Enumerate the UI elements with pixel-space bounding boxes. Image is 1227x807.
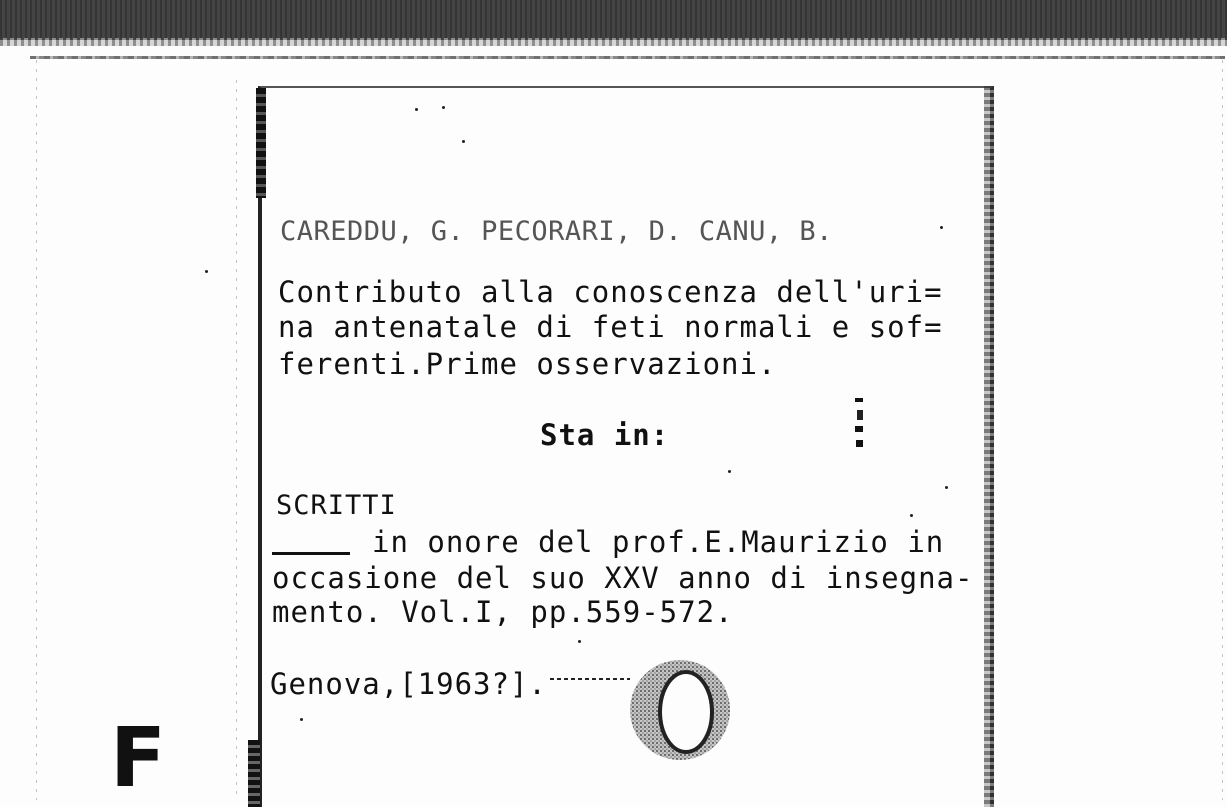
scan-speck <box>415 108 418 111</box>
collection-title-dash <box>272 552 350 555</box>
card-title-line: ferenti.Prime osservazioni. <box>278 347 777 381</box>
card-imprint: Genova,[1963?]. <box>270 667 547 701</box>
scan-top-edge <box>0 38 1227 46</box>
scan-speck <box>300 718 303 721</box>
scan-streak <box>236 80 237 800</box>
margin-mark-icon <box>852 396 866 450</box>
collection-line: in onore del prof.E.Maurizio in <box>372 525 945 559</box>
scan-top-shadow <box>0 0 1227 40</box>
collection-line: mento. Vol.I, pp.559-572. <box>272 595 734 629</box>
imprint-dash <box>550 678 630 680</box>
card-edge-mark <box>256 88 266 198</box>
scan-speck <box>442 106 445 109</box>
card-authors: CAREDDU, G. PECORARI, D. CANU, B. <box>280 216 833 247</box>
scan-speck <box>940 226 943 229</box>
collection-title: SCRITTI <box>276 490 397 521</box>
scan-speck <box>910 514 913 517</box>
collection-line: occasione del suo XXV anno di insegna- <box>272 561 974 595</box>
scan-speck <box>728 470 731 473</box>
scan-speck <box>462 140 465 143</box>
scan-speck <box>578 640 581 643</box>
card-in-label: Sta in: <box>540 418 670 452</box>
scan-speck <box>945 486 948 489</box>
card-edge-mark-bottom <box>248 740 260 807</box>
shelf-letter: F <box>110 711 167 806</box>
card-title-line: na antenatale di feti normali e sof= <box>278 310 943 344</box>
library-stamp-icon <box>628 658 732 762</box>
drawer-rule <box>30 56 1225 59</box>
scan-speck <box>205 270 208 273</box>
scan-streak <box>1222 60 1223 800</box>
card-title-line: Contributo alla conoscenza dell'uri= <box>278 275 943 309</box>
scan-streak <box>36 60 37 800</box>
card-right-edge <box>984 86 994 807</box>
